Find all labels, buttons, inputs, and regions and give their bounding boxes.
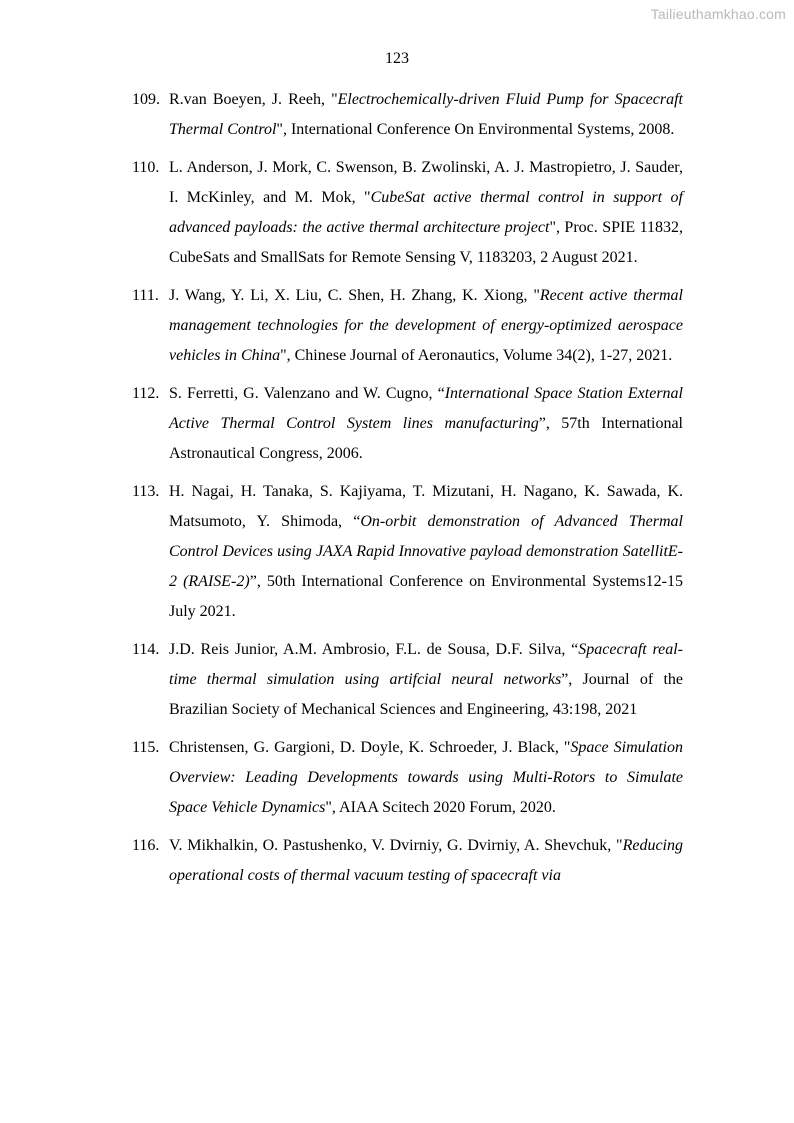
reference-112 (132, 379, 683, 469)
reference-authors: R.van Boeyen, J. Reeh, " (169, 91, 338, 108)
reference-authors: J.D. Reis Junior, A.M. Ambrosio, F.L. de Sousa, D.F. Silva, “ (169, 641, 579, 658)
reference-source: ", Chinese Journal of Aeronautics, Volume 34(2), 1-27, 2021. (280, 347, 673, 364)
reference-number: 112. (132, 385, 160, 402)
reference-source: ”, 57th International Astronautical Congress, 2006. (169, 415, 683, 462)
reference-113 (132, 477, 683, 627)
reference-number: 114. (132, 641, 160, 658)
reference-source: ", International Conference On Environmental Systems, 2008. (276, 121, 675, 138)
reference-title: International Space Station External Active Thermal Control System lines manufacturing (169, 385, 684, 432)
reference-source: ", AIAA Scitech 2020 Forum, 2020. (325, 799, 556, 816)
reference-109 (132, 85, 683, 145)
reference-title: Spacecraft real-time thermal simulation using artifcial neural networks (169, 641, 684, 688)
reference-authors: H. Nagai, H. Tanaka, S. Kajiyama, T. Mizutani, H. Nagano, K. Sawada, K. Matsumoto, Y. Shimoda, “ (169, 483, 683, 530)
reference-authors: S. Ferretti, G. Valenzano and W. Cugno, “ (169, 385, 445, 402)
reference-title: On-orbit demonstration of Advanced Thermal Control Devices using JAXA Rapid Innovative payload demonstration SatellitE-2 (RAISE-2) (169, 513, 683, 590)
reference-115 (132, 733, 683, 823)
reference-title: CubeSat active thermal control in support of advanced payloads: the active thermal architecture project (169, 189, 683, 236)
watermark-text: Tailieuthamkhao.com (650, 6, 786, 22)
page-number: 123 (385, 50, 409, 67)
reference-authors: J. Wang, Y. Li, X. Liu, C. Shen, H. Zhang, K. Xiong, " (169, 287, 540, 304)
reference-number: 111. (132, 287, 159, 304)
reference-authors: Christensen, G. Gargioni, D. Doyle, K. Schroeder, J. Black, " (169, 739, 571, 756)
reference-111 (132, 281, 683, 371)
reference-source: ”, 50th International Conference on Environmental Systems12-15 July 2021. (169, 573, 683, 620)
reference-source: ”, Journal of the Brazilian Society of Mechanical Sciences and Engineering, 43:198, 2021 (169, 671, 684, 718)
reference-title: Electrochemically-driven Fluid Pump for Spacecraft Thermal Control (169, 91, 683, 138)
reference-number: 110. (132, 159, 160, 176)
reference-title: Reducing operational costs of thermal vacuum testing of spacecraft via (169, 837, 683, 884)
reference-authors: V. Mikhalkin, O. Pastushenko, V. Dvirniy, G. Dvirniy, A. Shevchuk, " (169, 837, 623, 854)
reference-number: 109. (132, 91, 160, 108)
reference-number: 116. (132, 837, 160, 854)
reference-title: Recent active thermal management technologies for the development of energy-optimized aerospace vehicles in China (169, 287, 684, 364)
reference-source: ", Proc. SPIE 11832, CubeSats and SmallSats for Remote Sensing V, 1183203, 2 August 2021. (169, 219, 683, 266)
reference-number: 113. (132, 483, 160, 500)
reference-114 (132, 635, 683, 725)
reference-number: 115. (132, 739, 160, 756)
reference-110 (132, 153, 683, 273)
reference-116 (132, 831, 683, 891)
reference-list (132, 85, 683, 899)
reference-title: Space Simulation Overview: Leading Developments towards using Multi-Rotors to Simulate Space Vehicle Dynamics (169, 739, 683, 816)
reference-authors: L. Anderson, J. Mork, C. Swenson, B. Zwolinski, A. J. Mastropietro, J. Sauder, I. McKinley, and M. Mok, " (169, 159, 683, 206)
